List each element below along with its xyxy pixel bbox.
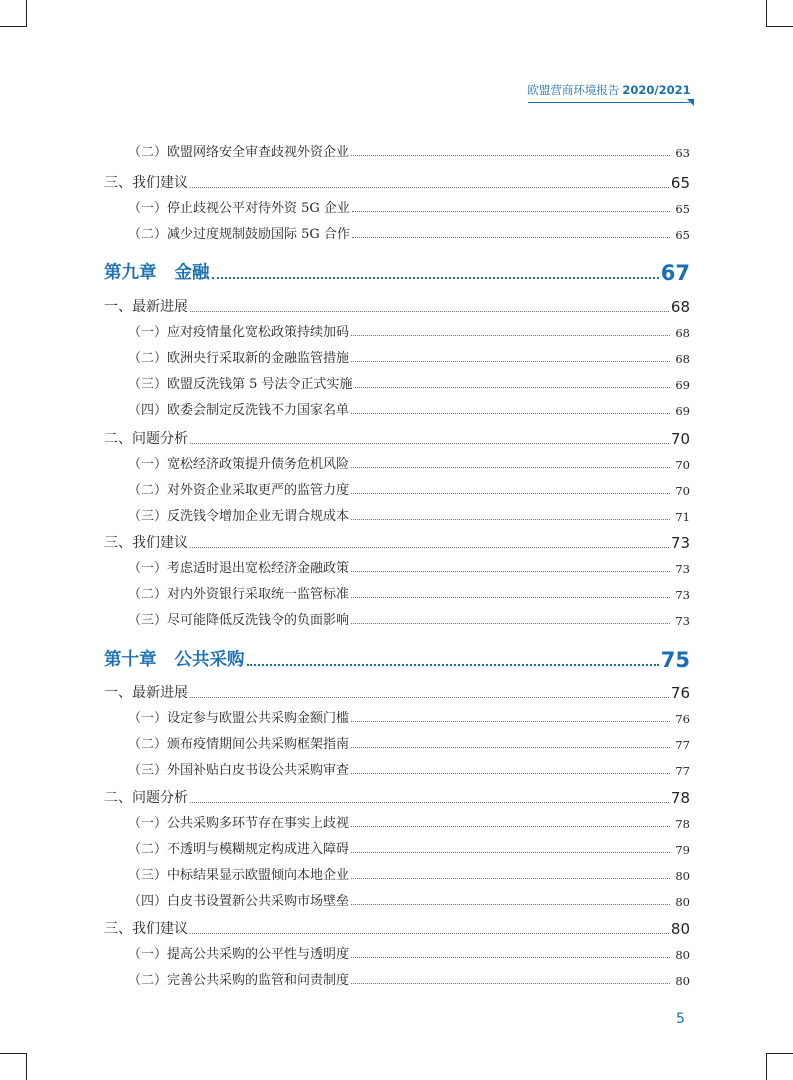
toc-entry-title: 三、我们建议	[104, 175, 188, 191]
toc-entry-title: 二、问题分析	[104, 431, 188, 447]
toc-subsection[interactable]	[128, 452, 690, 472]
dot-leader	[351, 519, 670, 520]
dot-leader	[351, 413, 670, 414]
toc-subsection[interactable]	[128, 222, 690, 242]
dot-leader	[352, 237, 670, 238]
toc-page-number: 67	[660, 261, 690, 285]
dot-leader	[351, 721, 670, 722]
dot-leader	[190, 547, 669, 548]
toc-page-number: 79	[675, 843, 690, 857]
dot-leader	[351, 852, 670, 853]
toc-page-number: 69	[675, 378, 690, 392]
toc-page-number: 65	[675, 228, 690, 242]
dot-leader	[352, 211, 670, 212]
dot-leader	[351, 878, 670, 879]
toc-entry-title	[104, 646, 245, 671]
toc-subsection[interactable]	[128, 346, 690, 366]
toc-section[interactable]	[104, 916, 690, 938]
toc-section[interactable]	[104, 530, 690, 552]
header-year: 2020/2021	[622, 83, 691, 97]
toc-entry-title: （一）宽松经济政策提升债务危机风险	[128, 457, 350, 472]
toc-entry-title: （三）欧盟反洗钱第 5 号法令正式实施	[128, 377, 353, 392]
page-number: 5	[676, 1011, 685, 1027]
toc-entry-title: （二）颁布疫情期间公共采购框架指南	[128, 737, 350, 752]
toc-entry-title: 三、我们建议	[104, 921, 188, 937]
dot-leader	[190, 802, 669, 803]
toc-page-number: 80	[675, 948, 690, 962]
dot-leader	[190, 933, 669, 934]
toc-page-number: 65	[670, 174, 690, 192]
toc-entry-title: （二）对内外资银行采取统一监管标准	[128, 587, 350, 602]
toc-entry-title: （一）公共采购多环节存在事实上歧视	[128, 816, 350, 831]
dot-leader	[351, 571, 670, 572]
toc-page-number: 68	[675, 352, 690, 366]
toc-page-number: 78	[675, 817, 690, 831]
toc-entry-title: （二）对外资企业采取更严的监管力度	[128, 483, 350, 498]
toc-page-number: 70	[675, 484, 690, 498]
dot-leader	[247, 664, 659, 666]
toc-page-number: 76	[675, 712, 690, 726]
toc-page-number: 73	[675, 614, 690, 628]
toc-page-number: 70	[675, 458, 690, 472]
toc-page-number: 78	[670, 789, 690, 807]
toc-entry-title: （三）中标结果显示欧盟倾向本地企业	[128, 868, 350, 883]
toc-subsection[interactable]	[128, 889, 690, 909]
toc-page-number: 80	[675, 869, 690, 883]
header-corner-mark	[687, 99, 694, 106]
dot-leader	[351, 467, 670, 468]
toc-section[interactable]	[104, 680, 690, 702]
chapter-number: 第九章	[104, 263, 157, 283]
toc-page-number: 63	[675, 146, 690, 160]
running-header	[528, 78, 690, 103]
toc-entry-title: （二）欧盟网络安全审查歧视外资企业	[128, 145, 350, 160]
chapter-title: 公共采购	[174, 650, 245, 670]
crop-mark-bottom-left	[0, 1053, 27, 1080]
toc-chapter[interactable]	[104, 258, 690, 284]
toc-entry-title: （一）提高公共采购的公平性与透明度	[128, 947, 350, 962]
toc-entry-title: （二）完善公共采购的监管和问责制度	[128, 973, 350, 988]
toc-page-number: 70	[670, 430, 690, 448]
toc-subsection[interactable]	[128, 863, 690, 883]
dot-leader	[190, 443, 669, 444]
dot-leader	[212, 277, 659, 279]
toc-section[interactable]	[104, 785, 690, 807]
toc-section[interactable]	[104, 426, 690, 448]
dot-leader	[351, 597, 670, 598]
dot-leader	[351, 623, 670, 624]
chapter-title: 金融	[174, 263, 210, 283]
toc-entry-title: 三、我们建议	[104, 535, 188, 551]
dot-leader	[351, 493, 670, 494]
dot-leader	[190, 311, 669, 312]
toc-subsection[interactable]	[128, 504, 690, 524]
crop-mark-top-left	[0, 0, 27, 27]
toc-page-number: 69	[675, 404, 690, 418]
toc-entry-title: （三）外国补贴白皮书设公共采购审查	[128, 763, 350, 778]
toc-subsection[interactable]	[128, 582, 690, 602]
toc-entry-title: （二）欧洲央行采取新的金融监管措施	[128, 351, 350, 366]
toc-entry-title: （四）欧委会制定反洗钱不力国家名单	[128, 403, 350, 418]
toc-entry-title: 二、问题分析	[104, 790, 188, 806]
toc-entry-title: （一）考虑适时退出宽松经济金融政策	[128, 561, 350, 576]
toc-entry-title: 一、最新进展	[104, 685, 188, 701]
toc-entry-title: 一、最新进展	[104, 299, 188, 315]
dot-leader	[351, 361, 670, 362]
toc-subsection[interactable]	[128, 140, 690, 160]
toc-page-number: 68	[670, 298, 690, 316]
toc-page-number: 75	[660, 648, 690, 672]
toc-subsection[interactable]	[128, 837, 690, 857]
toc-page-number: 73	[675, 562, 690, 576]
crop-mark-top-right	[766, 0, 793, 27]
dot-leader	[351, 904, 670, 905]
toc-entry-title: （三）尽可能降低反洗钱令的负面影响	[128, 613, 350, 628]
toc-page-number: 68	[675, 326, 690, 340]
toc-subsection[interactable]	[128, 732, 690, 752]
crop-mark-bottom-right	[766, 1053, 793, 1080]
toc-entry-title: （一）设定参与欧盟公共采购金额门槛	[128, 711, 350, 726]
toc-entry-title	[104, 259, 210, 284]
toc-entry-title: （四）白皮书设置新公共采购市场壁垒	[128, 894, 350, 909]
toc-page-number: 77	[675, 738, 690, 752]
dot-leader	[190, 697, 669, 698]
toc-page-number: 80	[670, 920, 690, 938]
toc-page-number: 80	[675, 974, 690, 988]
toc-chapter[interactable]	[104, 645, 690, 671]
dot-leader	[351, 773, 670, 774]
toc-entry-title: （一）停止歧视公平对待外资 5G 企业	[128, 201, 350, 216]
dot-leader	[351, 983, 670, 984]
dot-leader	[351, 957, 670, 958]
toc-entry-title: （二）不透明与模糊规定构成进入障碍	[128, 842, 350, 857]
toc-subsection[interactable]	[128, 758, 690, 778]
toc-subsection[interactable]	[128, 372, 690, 392]
toc-subsection[interactable]	[128, 556, 690, 576]
toc-section[interactable]	[104, 294, 690, 316]
toc-subsection[interactable]	[128, 196, 690, 216]
toc-page-number: 76	[670, 684, 690, 702]
toc-entry-title: （三）反洗钱令增加企业无谓合规成本	[128, 509, 350, 524]
toc-page-number: 73	[670, 534, 690, 552]
toc-page-number: 77	[675, 764, 690, 778]
header-title: 欧盟营商环境报告	[527, 83, 620, 97]
toc-page-number: 73	[675, 588, 690, 602]
toc-entry-title: （二）减少过度规制鼓励国际 5G 合作	[128, 227, 350, 242]
dot-leader	[190, 187, 669, 188]
toc-subsection[interactable]	[128, 608, 690, 628]
toc-subsection[interactable]	[128, 478, 690, 498]
dot-leader	[355, 387, 670, 388]
toc-section[interactable]	[104, 170, 690, 192]
toc-subsection[interactable]	[128, 398, 690, 418]
toc-page-number: 80	[675, 895, 690, 909]
toc-subsection[interactable]	[128, 320, 690, 340]
dot-leader	[351, 747, 670, 748]
dot-leader	[351, 155, 670, 156]
toc-subsection[interactable]	[128, 968, 690, 988]
dot-leader	[351, 826, 670, 827]
toc-page-number: 65	[675, 202, 690, 216]
toc-entry-title: （一）应对疫情量化宽松政策持续加码	[128, 325, 350, 340]
dot-leader	[351, 335, 670, 336]
toc-subsection[interactable]	[128, 811, 690, 831]
toc-page-number: 71	[675, 510, 690, 524]
toc-subsection[interactable]	[128, 706, 690, 726]
toc-subsection[interactable]	[128, 942, 690, 962]
chapter-number: 第十章	[104, 650, 157, 670]
